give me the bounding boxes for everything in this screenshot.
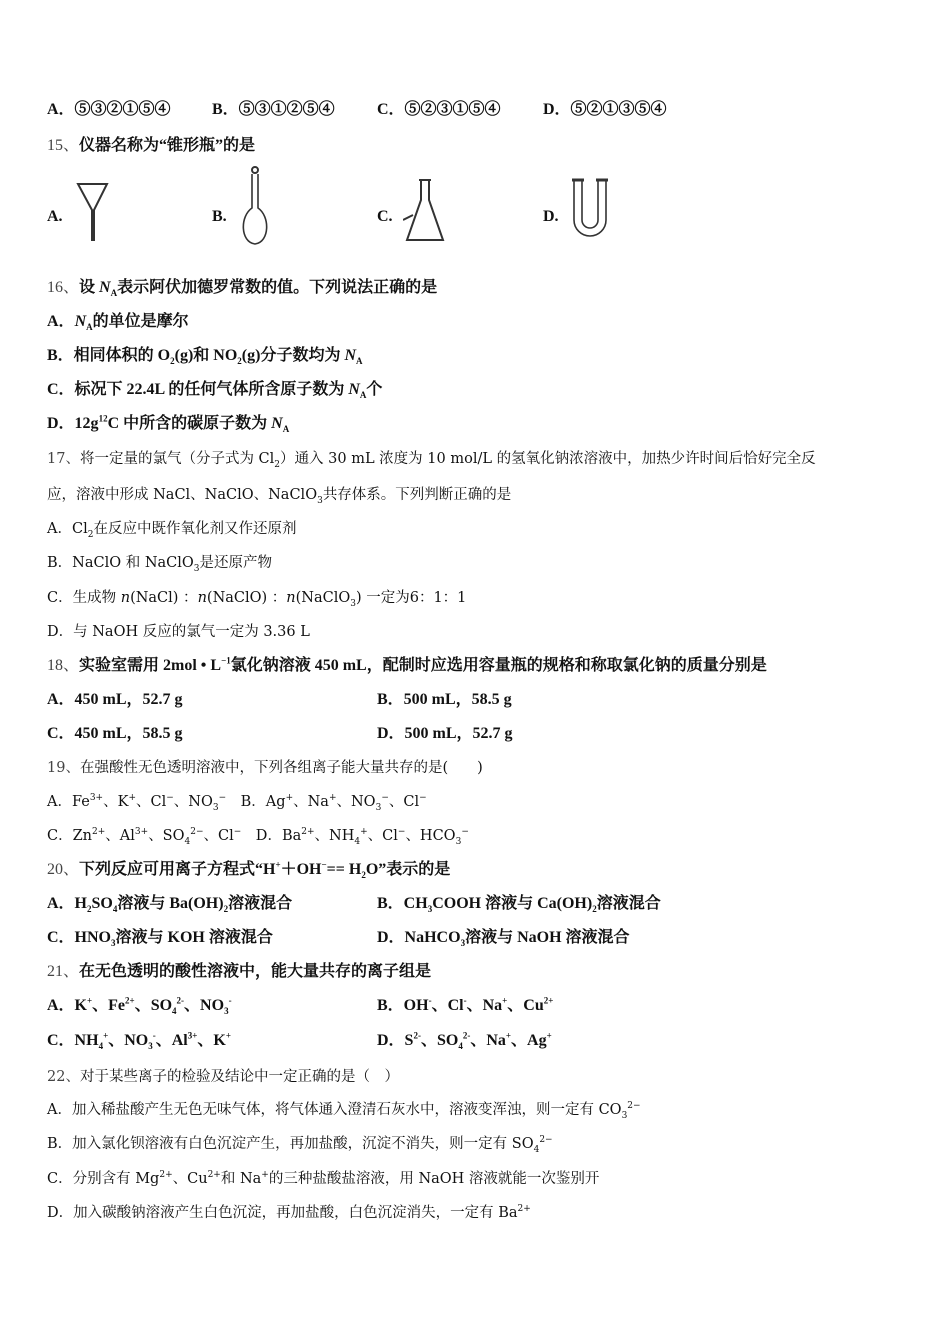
text-segment: 和 Na [220, 1171, 262, 1187]
text-segment: D．Ba [241, 828, 302, 844]
text-segment: 、Na [470, 1032, 506, 1049]
text-segment: A [86, 322, 93, 333]
text-segment: 2 [361, 870, 366, 881]
text-segment: 2- [176, 995, 185, 1006]
q16-option-a [47, 312, 189, 332]
text-segment: 、NO [184, 997, 225, 1014]
text-segment: A．450 mL，52.7 g [47, 691, 183, 708]
q20-option-a [47, 894, 292, 914]
text-segment: 、Al [155, 1032, 188, 1049]
text-segment: ）通入 30 mL 浓度为 10 mol/L 的氢氧化钠浓溶液中，加热少许时间后恰好完全反 [280, 451, 816, 467]
text-segment: 12 [98, 413, 108, 424]
q19-stem [47, 758, 483, 778]
text-segment: A． [47, 313, 75, 330]
text-segment: 溶液与 Ba(OH) [117, 895, 224, 912]
text-segment: A．加入稀盐酸产生无色无味气体，将气体通入澄清石灰水中，溶液变浑浊，则一定有 CO [47, 1102, 622, 1118]
text-segment: + [328, 793, 337, 804]
text-segment: 4 [184, 836, 191, 847]
text-segment: 3 [460, 938, 466, 949]
text-segment: 、SO [420, 1032, 459, 1049]
text-segment: 、NO [336, 794, 376, 810]
text-segment: C．标况下 22.4L 的任何气体所含原子数为 [47, 381, 349, 398]
text-segment: D．⑤②①③⑤④ [543, 101, 667, 118]
text-segment: + [285, 793, 294, 804]
text-segment: 实验室需用 2mol • L [79, 657, 222, 674]
text-segment: COOH 溶液与 Ca(OH) [432, 895, 593, 912]
text-segment: 、Ag [511, 1032, 547, 1049]
text-segment: 3 [224, 1006, 229, 1017]
text-segment: 设 [79, 279, 100, 296]
text-segment: 在强酸性无色透明溶液中，下列各组离子能大量共存的是( ) [79, 760, 483, 776]
q14-option-a [47, 100, 171, 120]
text-segment: C．分别含有 Mg [47, 1171, 160, 1187]
text-segment: + [360, 827, 368, 838]
text-segment: 2 [87, 904, 92, 915]
text-segment: 4 [98, 1041, 104, 1052]
text-segment: 、Fe [92, 997, 126, 1014]
text-segment: - [228, 995, 232, 1006]
q20-stem [47, 860, 450, 880]
q17-stem-continued [47, 485, 511, 505]
q17-option-d [47, 622, 310, 642]
text-segment: N [344, 347, 357, 364]
text-segment: N [271, 415, 283, 432]
text-segment: 下列反应可用离子方程式“H [79, 861, 276, 878]
option-label: B. [212, 208, 227, 225]
text-segment: 2- [413, 1030, 421, 1041]
q18-option-b [377, 690, 512, 710]
text-segment: 、K [103, 794, 129, 810]
text-segment: C．生成物 [47, 590, 121, 606]
text-segment: 将一定量的氯气（分子式为 Cl [79, 451, 275, 467]
q21-option-d [377, 1031, 552, 1051]
text-segment: C．HNO [47, 929, 112, 946]
text-segment: D．与 NaOH 反应的氯气一定为 3.36 L [47, 624, 310, 640]
text-segment: D．S [377, 1032, 414, 1049]
text-segment: 在反应中既作氧化剂又作还原剂 [93, 521, 297, 537]
question-number: 21、 [47, 963, 80, 980]
text-segment: O”表示的是 [365, 861, 451, 878]
q16-stem [47, 278, 437, 298]
text-segment: − [233, 827, 242, 838]
text-segment: + [275, 859, 281, 870]
q20-option-c [47, 928, 273, 948]
text-segment: 3+ [187, 1030, 198, 1041]
q19-options-cd [47, 826, 469, 846]
text-segment: ＋OH [280, 861, 322, 878]
text-segment: 个 [366, 381, 383, 398]
text-segment: C．⑤②③①⑤④ [377, 101, 501, 118]
text-segment: 3 [111, 938, 116, 949]
text-segment: 4 [354, 836, 361, 847]
text-segment: B．CH [377, 895, 428, 912]
question-number: 20、 [47, 861, 80, 878]
question-number: 15、 [47, 137, 80, 154]
text-segment: C．NH [47, 1032, 99, 1049]
text-segment: + [261, 1170, 269, 1181]
q22-option-a [47, 1100, 641, 1120]
text-segment: 、Cl [431, 997, 464, 1014]
text-segment: 的单位是摩尔 [92, 313, 189, 330]
q22-stem [47, 1067, 399, 1087]
text-segment: ) 一定为6：1：1 [355, 590, 467, 606]
text-segment: 2− [190, 827, 204, 838]
q14-option-d [543, 100, 667, 120]
option-label: D. [543, 208, 559, 225]
text-segment: 、Cl [388, 794, 420, 810]
text-segment: B．Ag [226, 794, 286, 810]
text-segment: 3 [427, 904, 433, 915]
text-segment: == H [326, 861, 362, 878]
text-segment: 对于某些离子的检验及结论中一定正确的是（ ） [79, 1069, 399, 1085]
q22-option-d [47, 1203, 531, 1223]
text-segment: 、Na [293, 794, 329, 810]
text-segment: 3 [193, 563, 200, 574]
text-segment: − [381, 793, 389, 804]
text-segment: 、NO [173, 794, 213, 810]
text-segment: 2+ [125, 995, 135, 1006]
text-segment: + [87, 995, 93, 1006]
text-segment: 、SO [148, 828, 185, 844]
text-segment: B．NaClO 和 NaClO [47, 555, 194, 571]
text-segment: 2+ [92, 827, 106, 838]
text-segment: D．12g [47, 415, 99, 432]
text-segment: 4 [112, 904, 118, 915]
text-segment: A [359, 390, 367, 401]
text-segment: 3 [317, 495, 323, 506]
text-segment: + [502, 995, 508, 1006]
text-segment: − [397, 827, 406, 838]
question-number: 16、 [47, 279, 80, 296]
text-segment: 在无色透明的酸性溶液中，能大量共存的离子组是 [79, 963, 432, 980]
text-segment: 2+ [543, 995, 554, 1006]
text-segment: 的三种盐酸盐溶液，用 NaOH 溶液就能一次鉴别开 [268, 1171, 600, 1187]
text-segment: A．H [47, 895, 88, 912]
text-segment: B．⑤③①②⑤④ [212, 101, 335, 118]
text-segment: A．⑤③②①⑤④ [47, 101, 171, 118]
text-segment: 共存体系。下列判断正确的是 [322, 487, 512, 503]
text-segment: 、Cl [203, 828, 234, 844]
q22-option-c [47, 1169, 599, 1189]
option-label: C. [377, 208, 393, 225]
option-label: A. [47, 208, 63, 225]
q20-option-d [377, 928, 630, 948]
text-segment: 、Cu [507, 997, 544, 1014]
text-segment: 2 [274, 459, 281, 470]
q21-option-b [377, 996, 553, 1016]
text-segment: − [166, 793, 174, 804]
text-segment: 溶液混合 [228, 895, 293, 912]
text-segment: 应，溶液中形成 NaCl、NaClO、NaClO [47, 487, 318, 503]
text-segment: 2 [592, 904, 597, 915]
q18-option-d [377, 724, 513, 744]
text-segment: (g)分子数均为 [241, 347, 345, 364]
question-number: 19、 [47, 760, 80, 776]
text-segment: 、Cu [172, 1171, 208, 1187]
text-segment: A．Fe [47, 794, 90, 810]
text-segment: - [463, 995, 467, 1006]
text-segment: 3 [350, 598, 356, 609]
text-segment: (g)和 NO [174, 347, 238, 364]
q21-option-c [47, 1031, 231, 1051]
text-segment: 2+ [517, 1204, 531, 1215]
question-number: 18、 [47, 657, 80, 674]
text-segment: 、SO [134, 997, 173, 1014]
q16-option-d [47, 414, 289, 434]
text-segment: + [546, 1030, 552, 1041]
text-segment: 2 [237, 356, 242, 367]
text-segment: 溶液与 KOH 溶液混合 [115, 929, 273, 946]
text-segment: 溶液混合 [596, 895, 661, 912]
text-segment: n [286, 590, 296, 606]
q21-stem [47, 962, 431, 982]
text-segment: 、Al [105, 828, 135, 844]
text-segment: B．OH [377, 997, 429, 1014]
text-segment: (NaCl) ： [130, 590, 198, 606]
q17-option-a [47, 519, 296, 539]
text-segment: B．500 mL，58.5 g [377, 691, 512, 708]
text-segment: − [321, 859, 327, 870]
text-segment: C．450 mL，58.5 g [47, 725, 183, 742]
q18-option-c [47, 724, 183, 744]
text-segment: 、Cl [136, 794, 167, 810]
text-segment: 溶液与 NaOH 溶液混合 [465, 929, 630, 946]
q17-stem [47, 449, 816, 469]
text-segment: 2+ [159, 1170, 173, 1181]
question-number: 17、 [47, 451, 80, 467]
text-segment: D．加入碳酸钠溶液产生白色沉淀，再加盐酸，白色沉淀消失，一定有 Ba [47, 1205, 518, 1221]
text-segment: n [120, 590, 131, 606]
text-segment: − [218, 793, 227, 804]
text-segment: 、NO [108, 1032, 149, 1049]
text-segment: (NaClO [295, 590, 351, 606]
text-segment: 2+ [207, 1170, 221, 1181]
text-segment: + [505, 1030, 512, 1041]
text-segment: B．相同体积的 O [47, 347, 171, 364]
text-segment: 2− [539, 1135, 553, 1146]
conical-flask-icon [403, 160, 463, 250]
q22-option-b [47, 1134, 553, 1154]
text-segment: + [103, 1030, 109, 1041]
text-segment: 氯化钠溶液 450 mL，配制时应选用容量瓶的规格和称取氯化钠的质量分别是 [230, 657, 767, 674]
text-segment: 、Na [466, 997, 503, 1014]
text-segment: 、HCO [405, 828, 456, 844]
funnel-icon [73, 160, 113, 250]
q15-stem [47, 136, 255, 156]
text-segment: 、NH [314, 828, 355, 844]
text-segment: −1 [221, 655, 231, 666]
text-segment: 2− [627, 1101, 641, 1112]
text-segment: A [282, 424, 290, 435]
text-segment: N [74, 313, 87, 330]
q16-option-b [47, 346, 363, 366]
text-segment: 表示阿伏加德罗常数的值。下列说法正确的是 [117, 279, 438, 296]
u-tube-icon [569, 160, 629, 250]
text-segment: 仪器名称为“锥形瓶”的是 [79, 137, 256, 154]
volumetric-flask-icon [238, 160, 278, 250]
text-segment: 4 [172, 1006, 177, 1017]
text-segment: N [99, 279, 111, 296]
text-segment: 3+ [134, 827, 149, 838]
text-segment: + [225, 1030, 231, 1041]
text-segment: SO [91, 895, 113, 912]
text-segment: 3+ [89, 793, 104, 804]
text-segment: 2 [87, 529, 94, 540]
text-segment: A．Cl [47, 521, 88, 537]
text-segment: C．Zn [47, 828, 93, 844]
q18-option-a [47, 690, 183, 710]
text-segment: 3 [455, 836, 462, 847]
q16-option-c [47, 380, 382, 400]
q17-option-c [47, 588, 466, 608]
text-segment: 2+ [301, 827, 315, 838]
q21-option-a [47, 996, 232, 1016]
text-segment: A [356, 356, 363, 367]
text-segment: 2- [462, 1030, 471, 1041]
text-segment: 2 [170, 356, 175, 367]
q14-option-c [377, 100, 501, 120]
text-segment: + [128, 793, 136, 804]
text-segment: 、Cl [367, 828, 398, 844]
q17-option-b [47, 553, 272, 573]
text-segment: - [152, 1030, 156, 1041]
text-segment: D．500 mL，52.7 g [377, 725, 513, 742]
text-segment: C 中所含的碳原子数为 [107, 415, 272, 432]
q19-options-ab [47, 792, 427, 812]
text-segment: N [348, 381, 360, 398]
text-segment: (NaClO) ： [206, 590, 287, 606]
text-segment: 4 [458, 1041, 463, 1052]
text-segment: - [428, 995, 432, 1006]
text-segment: D．NaHCO [377, 929, 461, 946]
text-segment: A [110, 288, 118, 299]
text-segment: 4 [533, 1144, 540, 1155]
text-segment: 2 [223, 904, 229, 915]
q20-option-b [377, 894, 661, 914]
text-segment: 是还原产物 [199, 555, 273, 571]
text-segment: 3 [375, 802, 382, 813]
text-segment: − [419, 793, 427, 804]
text-segment: − [461, 827, 469, 838]
text-segment: 3 [148, 1041, 153, 1052]
text-segment: B．加入氯化钡溶液有白色沉淀产生，再加盐酸，沉淀不消失，则一定有 SO [47, 1136, 534, 1152]
q18-stem [47, 656, 767, 676]
text-segment: 3 [621, 1110, 628, 1121]
question-number: 22、 [47, 1069, 80, 1085]
text-segment: 3 [212, 802, 219, 813]
text-segment: A．K [47, 997, 88, 1014]
q14-option-b [212, 100, 335, 120]
text-segment: 、K [197, 1032, 226, 1049]
text-segment: n [197, 590, 207, 606]
